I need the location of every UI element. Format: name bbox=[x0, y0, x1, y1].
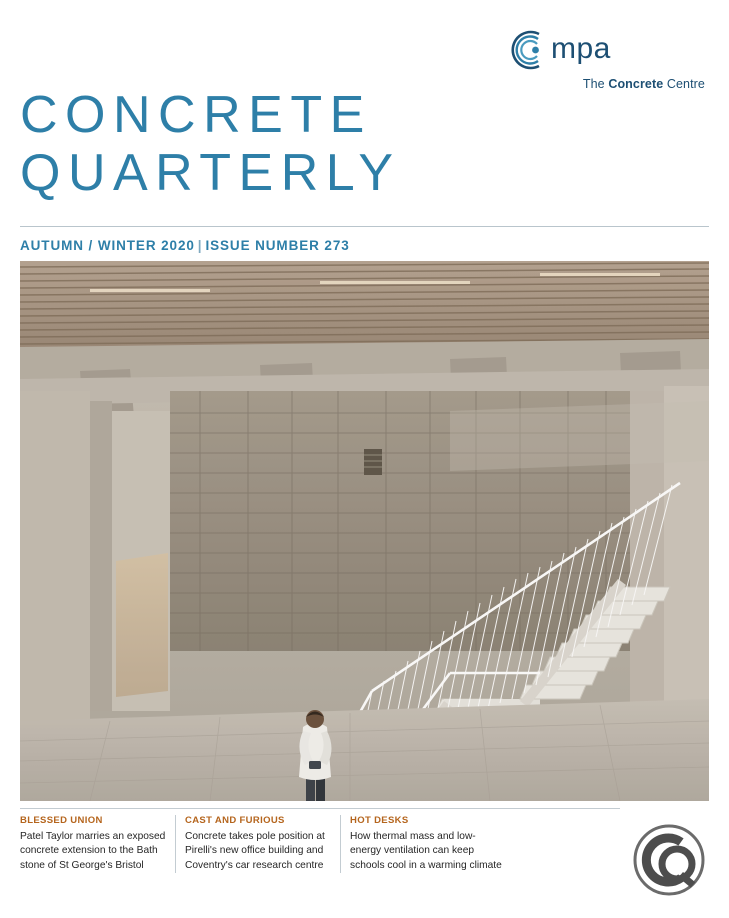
publisher-name: mpa bbox=[551, 31, 611, 65]
teaser-kicker: HOT DESKS bbox=[350, 815, 409, 826]
publisher-tagline-prefix: The bbox=[582, 77, 609, 91]
teaser-text: How thermal mass and low-energy ventilation can keep schools cool in a warming climate bbox=[350, 831, 502, 871]
teaser-text: Concrete takes pole position at Pirelli's new office building and Coventry's car research centre bbox=[185, 831, 325, 871]
publisher-tagline-suffix: Centre bbox=[663, 77, 705, 91]
issue-line bbox=[20, 238, 350, 253]
issue-number: ISSUE NUMBER 273 bbox=[205, 238, 350, 253]
issue-separator: | bbox=[197, 238, 203, 253]
publisher-logo-row bbox=[505, 28, 705, 72]
teaser-kicker: BLESSED UNION bbox=[20, 815, 103, 826]
cq-monogram-roundel-icon bbox=[633, 824, 705, 896]
page-title bbox=[20, 86, 401, 202]
masthead-divider bbox=[20, 226, 709, 227]
issue-season: AUTUMN / WINTER 2020 bbox=[20, 238, 195, 253]
publisher-logo-block bbox=[505, 28, 705, 91]
teaser-kicker: CAST AND FURIOUS bbox=[185, 815, 285, 826]
mpa-concentric-arcs-logo-icon bbox=[505, 28, 549, 72]
teaser-item[interactable] bbox=[175, 815, 340, 873]
teaser-item[interactable] bbox=[20, 815, 175, 873]
column-divider bbox=[175, 815, 176, 873]
column-divider bbox=[340, 815, 341, 873]
teaser-item[interactable] bbox=[340, 815, 505, 873]
masthead-line-2: QUARTERLY bbox=[20, 144, 401, 203]
masthead-line-1: CONCRETE bbox=[20, 86, 372, 144]
cover-photo bbox=[20, 261, 709, 801]
teaser-text: Patel Taylor marries an exposed concrete extension to the Bath stone of St George's Bristol bbox=[20, 831, 166, 871]
publisher-tagline bbox=[505, 77, 705, 91]
teaser-strip bbox=[20, 815, 620, 873]
publisher-tagline-bold: Concrete bbox=[608, 77, 664, 91]
teaser-divider bbox=[20, 808, 620, 809]
